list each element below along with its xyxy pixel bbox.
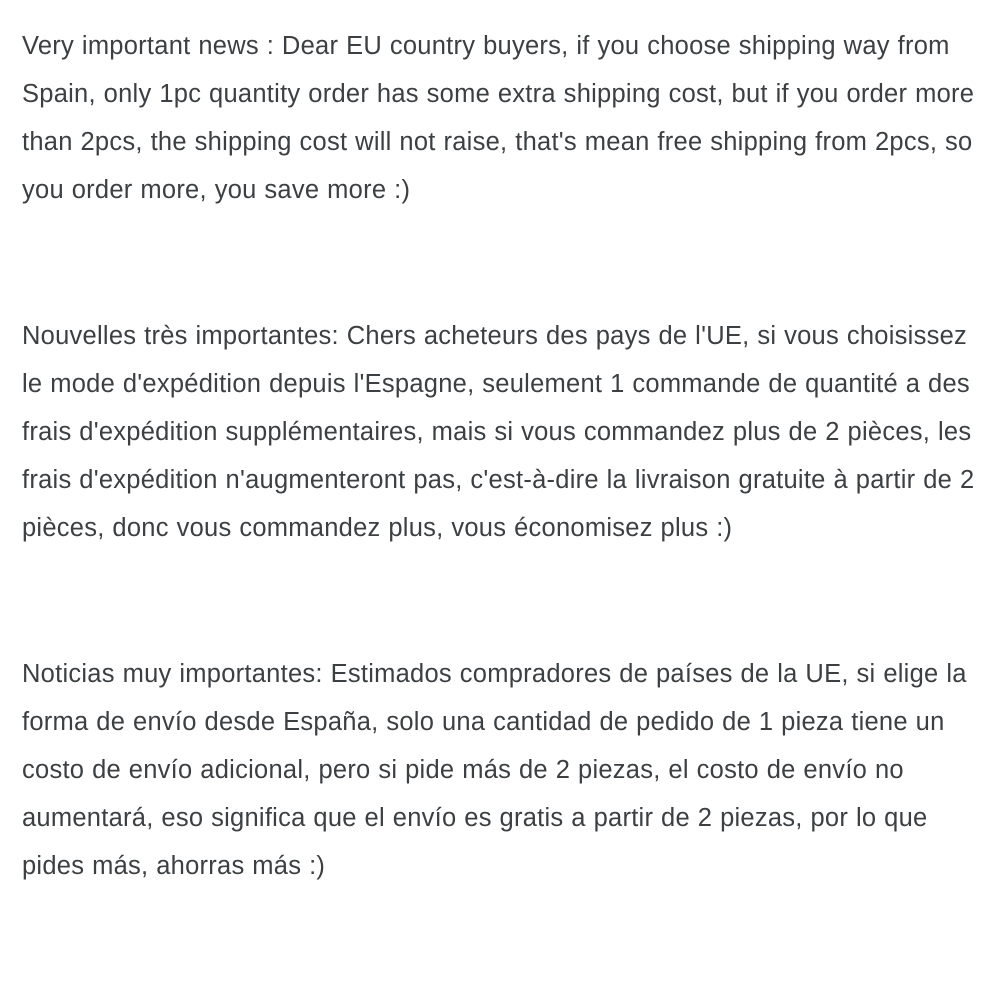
shipping-notice-english: Very important news : Dear EU country buyers, if you choose shipping way from Spain, only 1pc quantity order has some extra shipping cost, but if you order more than 2pcs, the shipping cost will not raise, that's mean free shipping from 2pcs, so you order more, you save more :) (22, 32, 975, 204)
shipping-notice-french: Nouvelles très importantes: Chers acheteurs des pays de l'UE, si vous choisissez le mode d'expédition depuis l'Espagne, seulement 1 commande de quantité a des frais d'expédition supplémentaires, mais si vous commandez plus de 2 pièces, les frais d'expédition n'augmenteront pas, c'est-à-dire la livraison gratuite à partir de 2 pièces, donc vous commandez plus, vous économisez plus :) (22, 322, 975, 542)
shipping-notice-spanish: Noticias muy importantes: Estimados compradores de países de la UE, si elige la forma de envío desde España, solo una cantidad de pedido de 1 pieza tiene un costo de envío adicional, pero si pide más de 2 piezas, el costo de envío no aumentará, eso significa que el envío es gratis a partir de 2 piezas, por lo que pides más, ahorras más :) (22, 660, 967, 880)
